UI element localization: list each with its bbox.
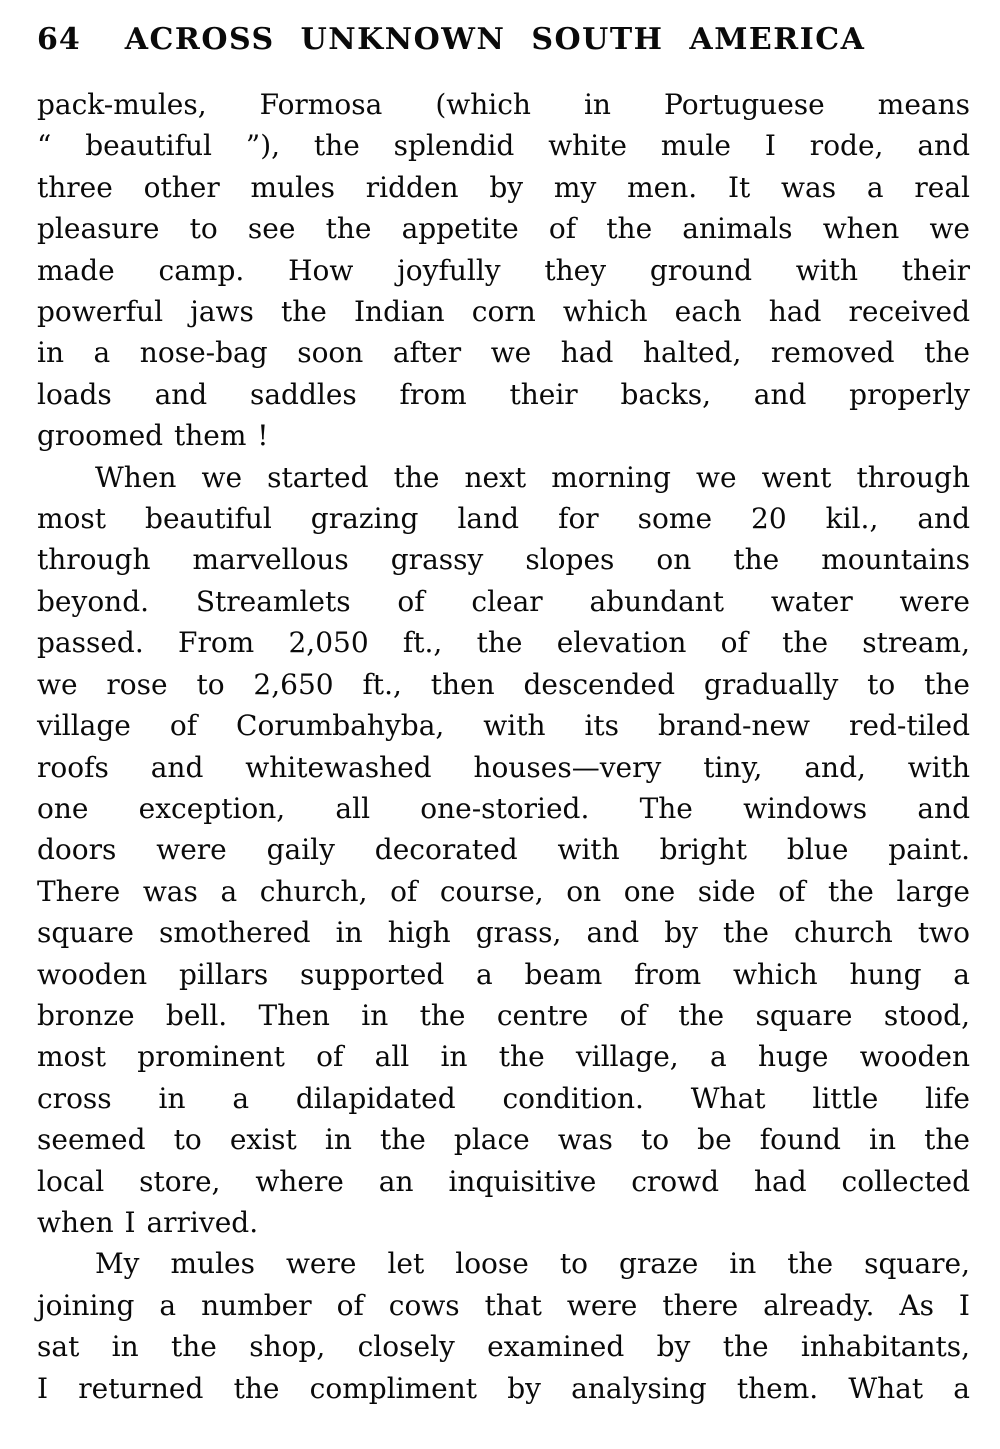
text-line: most beautiful grazing land for some 20 kil., and xyxy=(37,502,970,536)
text-line: local store, where an inquisitive crowd had collected xyxy=(37,1164,970,1198)
text-line: bronze bell. Then in the centre of the square stood, xyxy=(37,998,970,1032)
text-line: joining a number of cows that were there already. As I xyxy=(37,1288,970,1322)
text-line: village of Corumbahyba, with its brand-new red-tiled xyxy=(37,709,970,743)
text-line: most prominent of all in the village, a huge wooden xyxy=(37,1040,970,1074)
page-number: 64 xyxy=(37,22,81,57)
text-line: roofs and whitewashed houses—very tiny, and, with xyxy=(37,750,970,784)
text-line: three other mules ridden by my men. It was a real xyxy=(37,170,970,204)
text-line: one exception, all one-storied. The windows and xyxy=(37,791,970,825)
text-line: wooden pillars supported a beam from which hung a xyxy=(37,957,970,991)
text-line: seemed to exist in the place was to be found in the xyxy=(37,1123,970,1157)
text-line: doors were gaily decorated with bright blue paint. xyxy=(37,833,970,867)
text-line: My mules were let loose to graze in the square, xyxy=(95,1247,970,1281)
text-line: When we started the next morning we went through xyxy=(95,460,970,494)
text-line: There was a church, of course, on one side of the large xyxy=(37,874,970,908)
text-line: I returned the compliment by analysing them. What a xyxy=(37,1371,970,1405)
text-line: we rose to 2,650 ft., then descended gradually to the xyxy=(37,667,970,701)
running-title: ACROSS UNKNOWN SOUTH AMERICA xyxy=(124,22,866,57)
text-line: beyond. Streamlets of clear abundant water were xyxy=(37,584,970,618)
text-line: groomed them ! xyxy=(37,419,269,453)
text-line: cross in a dilapidated condition. What little life xyxy=(37,1081,970,1115)
text-line: pleasure to see the appetite of the animals when we xyxy=(37,212,970,246)
text-line: powerful jaws the Indian corn which each had received xyxy=(37,295,970,329)
page-body xyxy=(37,84,970,1409)
text-line: pack-mules, Formosa (which in Portuguese means xyxy=(37,88,970,121)
text-line: sat in the shop, closely examined by the inhabitants, xyxy=(37,1330,970,1364)
running-header xyxy=(37,22,970,58)
text-line: in a nose-bag soon after we had halted, removed the xyxy=(37,336,970,370)
text-line: passed. From 2,050 ft., the elevation of the stream, xyxy=(37,626,970,660)
text-line: made camp. How joyfully they ground with their xyxy=(37,253,970,287)
text-line: through marvellous grassy slopes on the mountains xyxy=(37,543,970,577)
text-line: “ beautiful ”), the splendid white mule I rode, and xyxy=(37,129,970,163)
text-line: when I arrived. xyxy=(37,1205,259,1239)
text-line: loads and saddles from their backs, and properly xyxy=(37,377,970,411)
text-line: square smothered in high grass, and by the church two xyxy=(37,916,970,950)
